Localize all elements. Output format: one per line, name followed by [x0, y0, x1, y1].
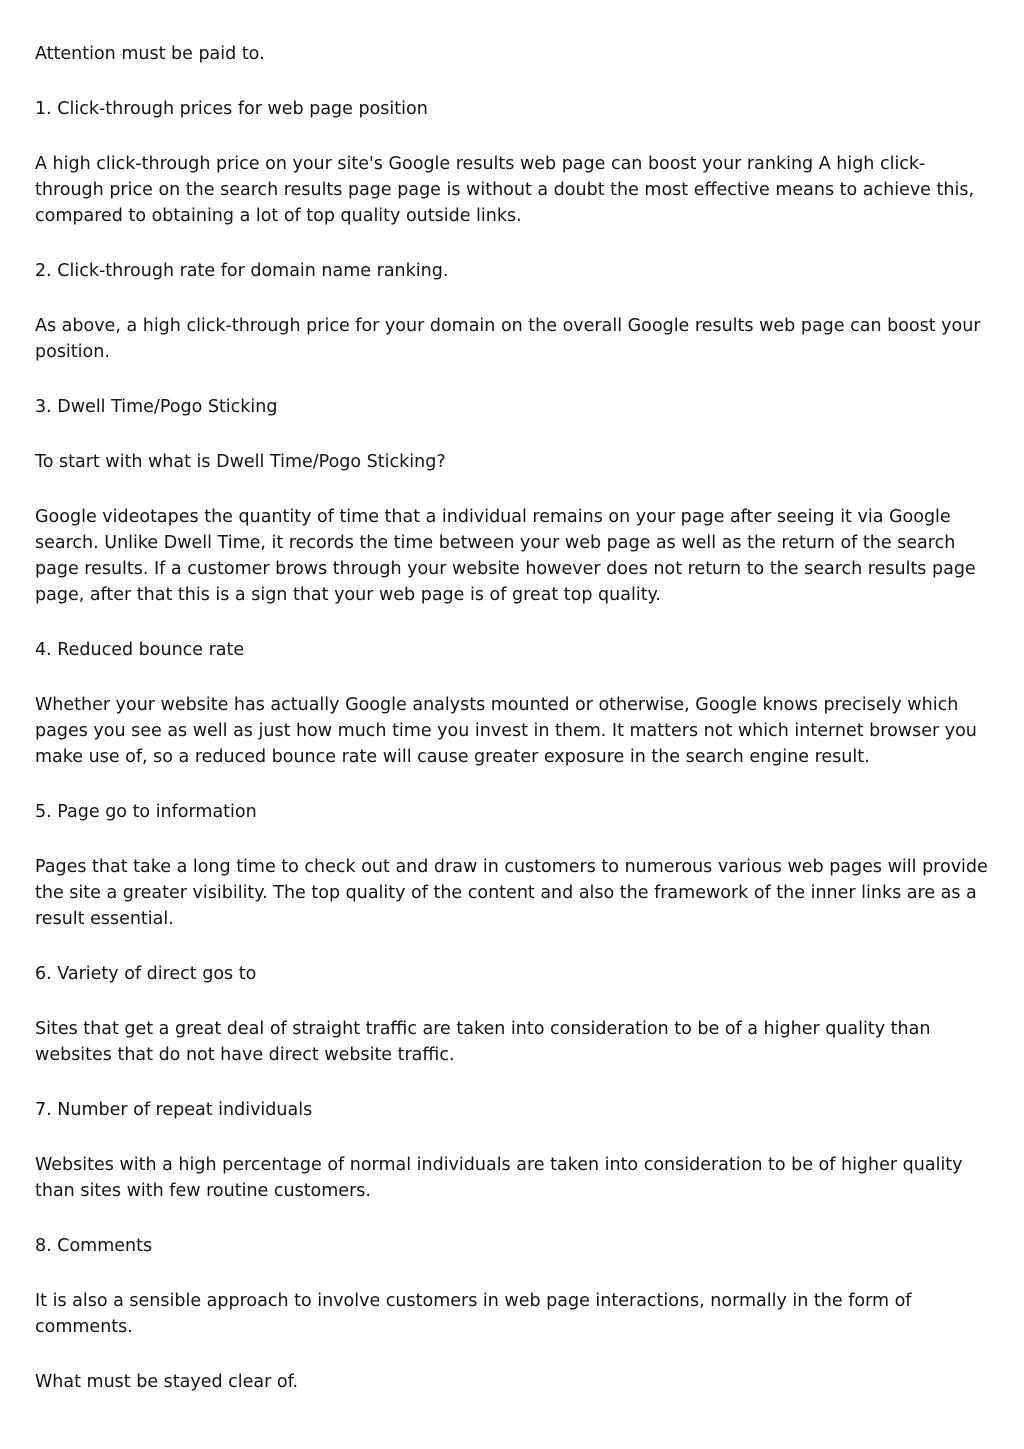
closing-paragraph: What must be stayed clear of. — [35, 1372, 299, 1392]
section-body-1: A high click-through price on your site's Google results web page can boost your ranking A high click-through price on the search results page page is without a doubt the most effective means to achieve this, compared to obtaining a lot of top quality outside links. — [35, 154, 975, 226]
section-heading-4: 4. Reduced bounce rate — [35, 640, 245, 660]
intro-paragraph: Attention must be paid to. — [35, 44, 265, 64]
section-body-2: As above, a high click-through price for your domain on the overall Google results web page can boost your position. — [35, 316, 981, 362]
section-heading-2: 2. Click-through rate for domain name ranking. — [35, 261, 449, 281]
document-page — [35, 41, 990, 1424]
section-body-5: Pages that take a long time to check out and draw in customers to numerous various web pages will provide the site a greater visibility. The top quality of the content and also the framework of the inner links are as a result essential. — [35, 857, 988, 929]
section-body-6: Sites that get a great deal of straight traffic are taken into consideration to be of a higher quality than websites that do not have direct website traffic. — [35, 1019, 931, 1065]
section-subheading-3: To start with what is Dwell Time/Pogo Sticking? — [35, 452, 446, 472]
section-heading-8: 8. Comments — [35, 1236, 153, 1256]
section-heading-1: 1. Click-through prices for web page position — [35, 99, 428, 119]
section-heading-6: 6. Variety of direct gos to — [35, 964, 257, 984]
section-heading-7: 7. Number of repeat individuals — [35, 1100, 313, 1120]
section-heading-5: 5. Page go to information — [35, 802, 257, 822]
section-body-3: Google videotapes the quantity of time that a individual remains on your page after seeing it via Google search. Unlike Dwell Time, it records the time between your web page as well as the return of the search page results. If a customer brows through your website however does not return to the search results page page, after that this is a sign that your web page is of great top quality. — [35, 507, 976, 605]
section-body-4: Whether your website has actually Google analysts mounted or otherwise, Google knows precisely which pages you see as well as just how much time you invest in them. It matters not which internet browser you make use of, so a reduced bounce rate will cause greater exposure in the search engine result. — [35, 695, 977, 767]
section-body-8: It is also a sensible approach to involve customers in web page interactions, normally in the form of comments. — [35, 1291, 912, 1337]
section-body-7: Websites with a high percentage of normal individuals are taken into consideration to be of higher quality than sites with few routine customers. — [35, 1155, 963, 1201]
section-heading-3: 3. Dwell Time/Pogo Sticking — [35, 397, 278, 417]
